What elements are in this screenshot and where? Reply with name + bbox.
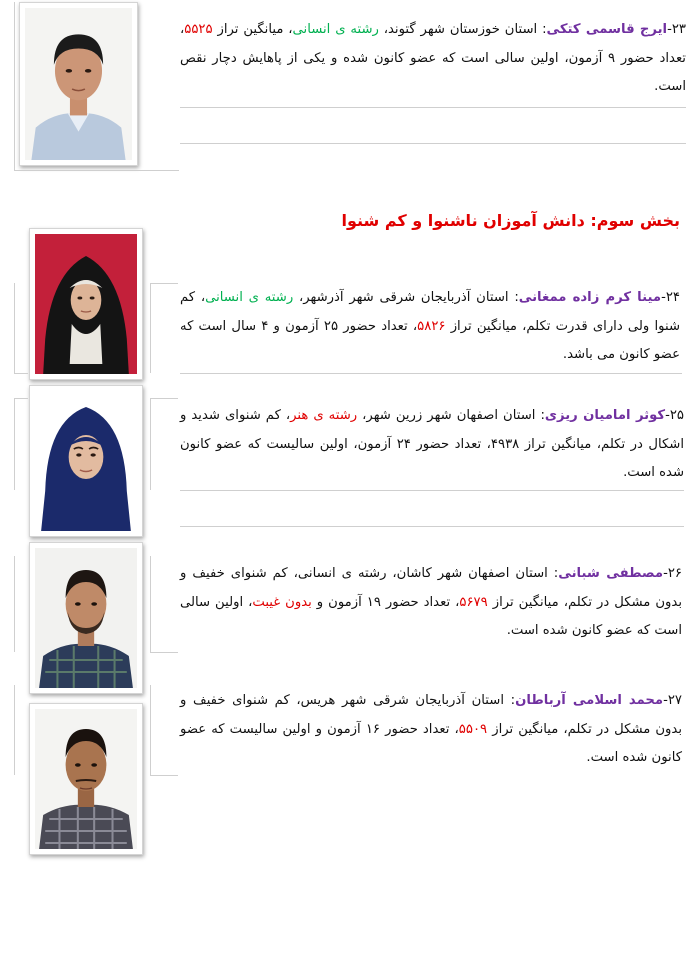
entry-number: ۲۵- [665, 408, 685, 423]
score-highlight: ۵۸۲۶ [417, 318, 446, 334]
student-name: محمد اسلامی آرباطان [515, 693, 664, 708]
student-photo-kowsar [29, 385, 143, 537]
entry-text: استان اصفهان شهر کاشان، رشته ی انسانی، کم شنوای خفیف و بدون مشکل در تکلم، میانگین تراز [180, 566, 682, 610]
guide-line [14, 398, 15, 490]
student-photo-mina [29, 228, 143, 380]
guide-line [150, 398, 151, 490]
guide-tick [150, 775, 178, 776]
guide-tick [14, 170, 179, 171]
entry-text: ، تعداد حضور ۹ آزمون، اولین سالی است که عضو کانون شده و یکی از پاهایش دچار نقص است. [180, 22, 686, 94]
entry-text: ، کم شنوا ولی دارای قدرت تکلم، میانگین تراز [180, 290, 680, 334]
student-name: مینا کرم زاده ممغانی [518, 290, 662, 305]
entry-text: ، تعداد حضور ۲۵ آزمون و ۴ سال است که عضو کانون می باشد. [180, 318, 680, 362]
score-highlight: ۵۶۷۹ [459, 594, 488, 610]
guide-tick [150, 652, 178, 653]
portrait-girl-icon [35, 391, 137, 531]
student-photo-irj [19, 2, 138, 166]
entry-text: ، تعداد حضور ۱۶ آزمون و اولین سالیست که عضو کانون شده است. [180, 721, 682, 765]
colon: : [535, 408, 545, 423]
guide-line [14, 556, 15, 652]
guide-tick [14, 398, 28, 399]
entry-23 [180, 16, 686, 102]
entry-text: ، تعداد حضور ۱۹ آزمون و [311, 594, 460, 610]
absence-highlight: بدون غیبت [252, 594, 312, 610]
separator [180, 373, 682, 374]
portrait-boy-icon [25, 8, 132, 160]
entry-24 [180, 284, 680, 370]
score-highlight: ۵۵۰۹ [458, 721, 488, 737]
entry-text: استان آذربایجان شرقی شهر هریس، کم شنوای خفیف و بدون مشکل در تکلم، میانگین تراز [180, 693, 683, 737]
student-name: مصطفی شبانی [558, 566, 664, 581]
portrait-girl-icon [35, 234, 137, 374]
separator [180, 107, 686, 108]
portrait-boy-icon [35, 709, 137, 849]
entry-text: استان اصفهان شهر زرین شهر، [357, 408, 536, 423]
major-highlight: رشته ی هنر [290, 408, 358, 423]
score-highlight: ۵۵۲۵ [184, 22, 213, 37]
colon: : [547, 566, 559, 581]
entry-text: ، اولین سالی است که عضو کانون شده است. [180, 594, 682, 638]
colon: : [537, 22, 547, 37]
colon: : [504, 693, 516, 708]
entry-26 [180, 560, 682, 646]
colon: : [508, 290, 519, 305]
entry-number: ۲۶- [663, 566, 683, 581]
entry-text: ، میانگین تراز [212, 22, 293, 37]
entry-text: استان آذربایجان شرقی شهر آذرشهر، [293, 290, 509, 305]
guide-line [14, 2, 15, 170]
separator [180, 526, 684, 527]
guide-tick [14, 373, 28, 374]
student-photo-mostafa [29, 542, 143, 694]
guide-line [14, 685, 15, 775]
major-highlight: رشته ی انسانی [205, 290, 294, 305]
separator [180, 143, 686, 144]
major-highlight: رشته ی انسانی [292, 22, 379, 37]
separator [180, 490, 684, 491]
guide-tick [150, 398, 178, 399]
guide-line [14, 283, 15, 373]
guide-line [150, 685, 151, 775]
entry-text: ، کم شنوای شدید و اشکال در تکلم، میانگین تراز ۴۹۳۸، تعداد حضور ۲۴ آزمون، اولین سالیست که عضو کانون شده است. [180, 408, 684, 480]
student-photo-mohammad [29, 703, 143, 855]
guide-line [150, 556, 151, 652]
guide-line [150, 283, 151, 373]
guide-tick [150, 283, 178, 284]
entry-number: ۲۷- [663, 693, 682, 708]
entry-number: ۲۴- [661, 290, 680, 305]
section-title: بخش سوم: دانش آموزان ناشنوا و کم شنوا [341, 211, 680, 230]
student-name: کوثر امامیان ریزی [544, 408, 666, 423]
entry-27 [180, 687, 682, 773]
portrait-boy-icon [35, 548, 137, 688]
student-name: ایرج قاسمی کتکی [546, 22, 668, 37]
entry-text: استان خوزستان شهر گتوند، [378, 22, 538, 37]
entry-number: ۲۳- [667, 22, 686, 37]
entry-25 [180, 402, 684, 488]
